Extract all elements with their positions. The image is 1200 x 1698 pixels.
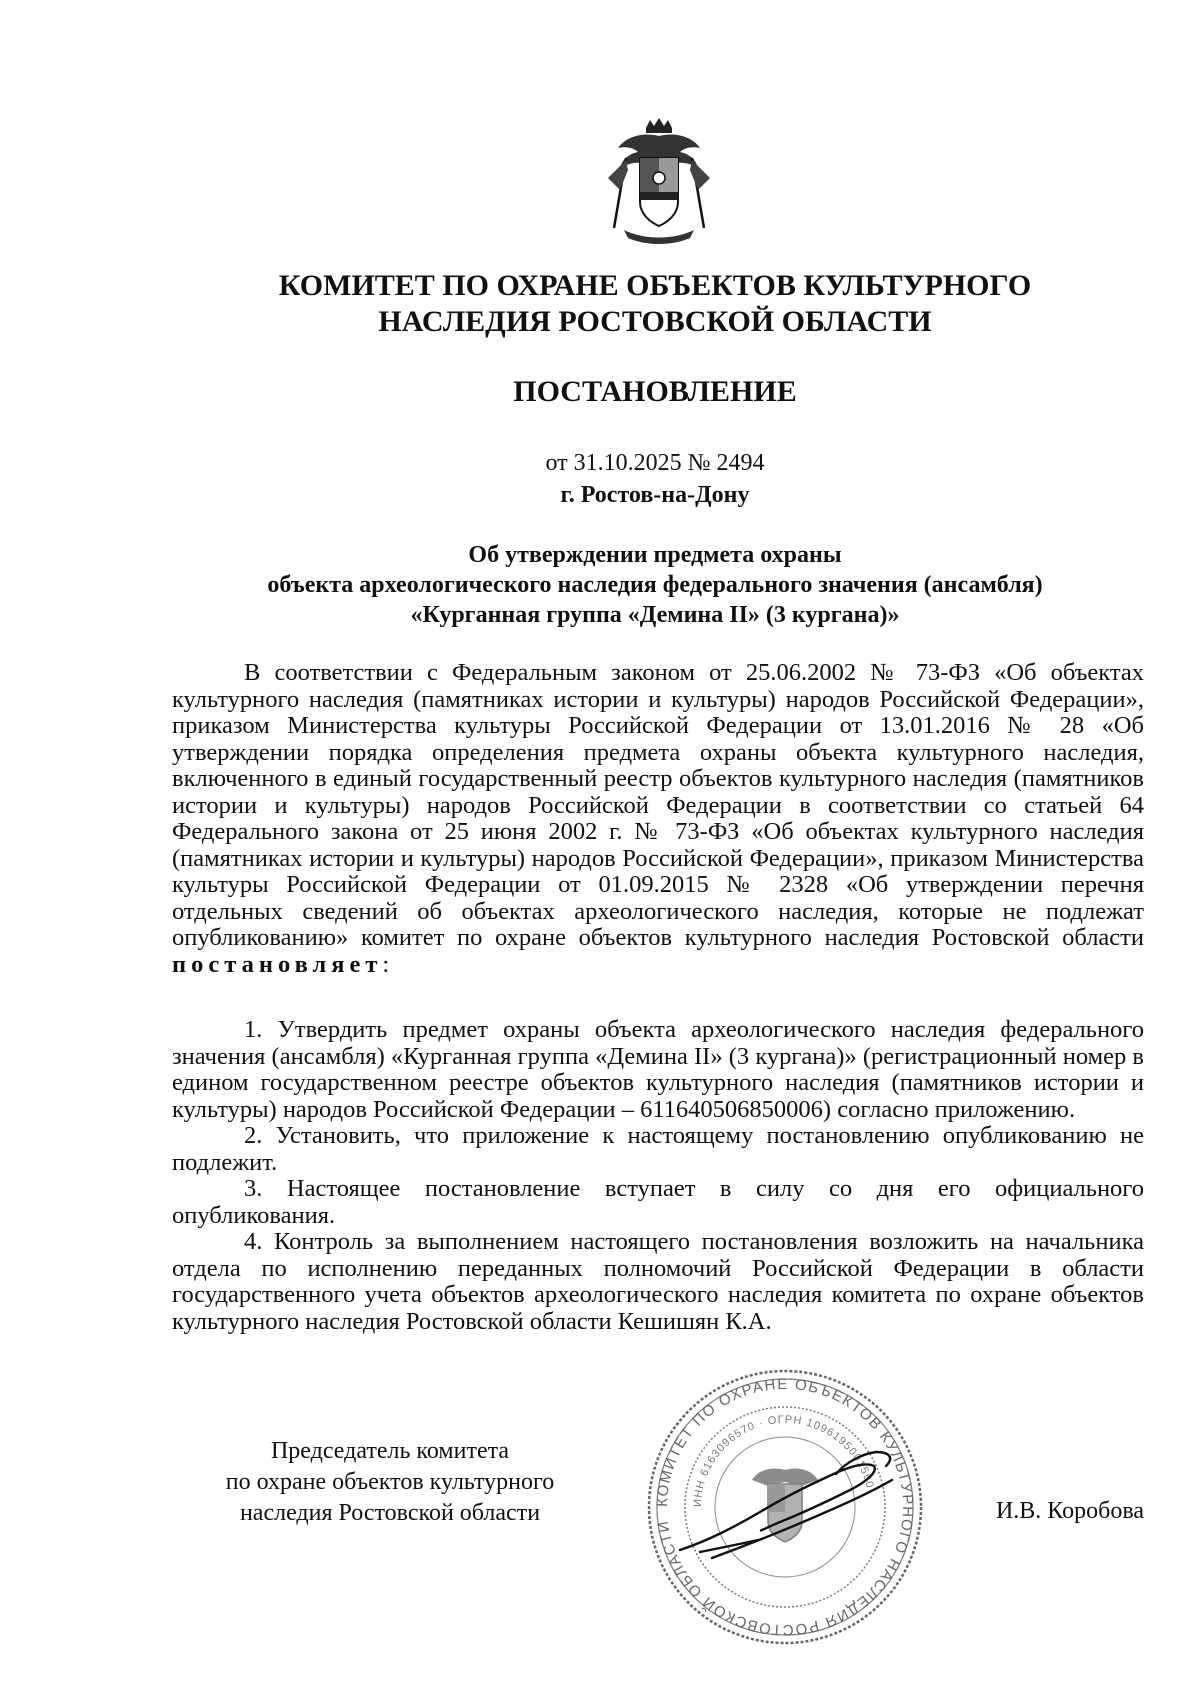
signer-name: И.В. Коробова — [995, 1498, 1144, 1524]
subject-line-3: «Курганная группа «Демина II» (3 кургана)» — [410, 602, 900, 628]
official-seal — [640, 1362, 930, 1652]
preamble-paragraph — [172, 660, 1144, 978]
document-type: ПОСТАНОВЛЕНИЕ — [513, 375, 797, 408]
resolution-item: 3. Настоящее постановление вступает в силу со дня его официального опубликования. — [172, 1175, 1144, 1229]
resolution-item: 2. Установить, что приложение к настоящему постановлению опубликованию не подлежит. — [172, 1122, 1144, 1176]
signer-title — [180, 1436, 600, 1529]
seal-outer-text: КОМИТЕТ ПО ОХРАНЕ ОБЪЕКТОВ КУЛЬТУРНОГО НАСЛЕДИЯ РОСТОВСКОЙ ОБЛАСТИ — [653, 1375, 917, 1639]
committee-name-line-1: КОМИТЕТ ПО ОХРАНЕ ОБЪЕКТОВ КУЛЬТУРНОГО — [278, 269, 1032, 302]
seal-inner-text: ИНН 6163096570 · ОГРН 1096195001560 — [691, 1413, 876, 1508]
resolution-item: 4. Контроль за выполнением настоящего постановления возложить на начальника отдела по исполнению переданных полномочий Российской Федерации в области государственного учета объектов археологического наследия комитета по охране объектов культурного наследия Ростовской области Кешишян К.А. — [172, 1228, 1144, 1335]
signer-title-line-1: Председатель комитета — [270, 1438, 510, 1464]
signer-title-line-2: по охране объектов культурного — [225, 1469, 555, 1495]
decision-word: постановляет — [172, 950, 383, 978]
resolution-item: 1. Утвердить предмет охраны объекта археологического наследия федерального значения (ансамбля) «Курганная группа «Демина II» (3 кургана)» (регистрационный номер в едином государственном реестре объектов культурного наследия (памятников истории и культуры) народов Российской Федерации – 611640506850006) согласно приложению. — [172, 1016, 1144, 1123]
committee-name-line-2: НАСЛЕДИЯ РОСТОВСКОЙ ОБЛАСТИ — [378, 305, 932, 338]
subject-line-1: Об утверждении предмета охраны — [468, 542, 842, 568]
preamble-body: В соответствии с Федеральным законом от 25.06.2002 № 73-ФЗ «Об объектах культурного наследия (памятниках истории и культуры) народов Российской Федерации», приказом Министерства культуры Российской Федерации от 13.01.2016 № 28 «Об утверждении порядка определения предмета охраны объекта культурного наследия, включенного в единый государственный реестр объектов культурного наследия (памятников истории и культуры) народов Российской Федерации в соответствии со статьей 64 Федерального закона от 25 июня 2002 г. № 73-ФЗ «Об объектах культурного наследия (памятниках истории и культуры) народов Российской Федерации», приказом Министерства культуры Российской Федерации от 01.09.2015 № 2328 «Об утверждении перечня отдельных сведений об объектах археологического наследия, которые не подлежат опубликованию» комитет по охране объектов культурного наследия Ростовской области — [172, 659, 1144, 951]
coat-of-arms-emblem — [604, 118, 714, 248]
preamble-text — [172, 660, 1144, 978]
committee-name — [170, 268, 1140, 340]
decision-colon: : — [382, 950, 390, 978]
resolution-items — [172, 1017, 1144, 1335]
document-date-number: от 31.10.2025 № 2494 — [545, 450, 765, 476]
document-city: г. Ростов-на-Дону — [560, 482, 750, 508]
document-subject — [170, 540, 1140, 630]
subject-line-2: объекта археологического наследия федерального значения (ансамбля) — [267, 572, 1043, 598]
signer-title-line-3: наследия Ростовской области — [239, 1500, 541, 1526]
